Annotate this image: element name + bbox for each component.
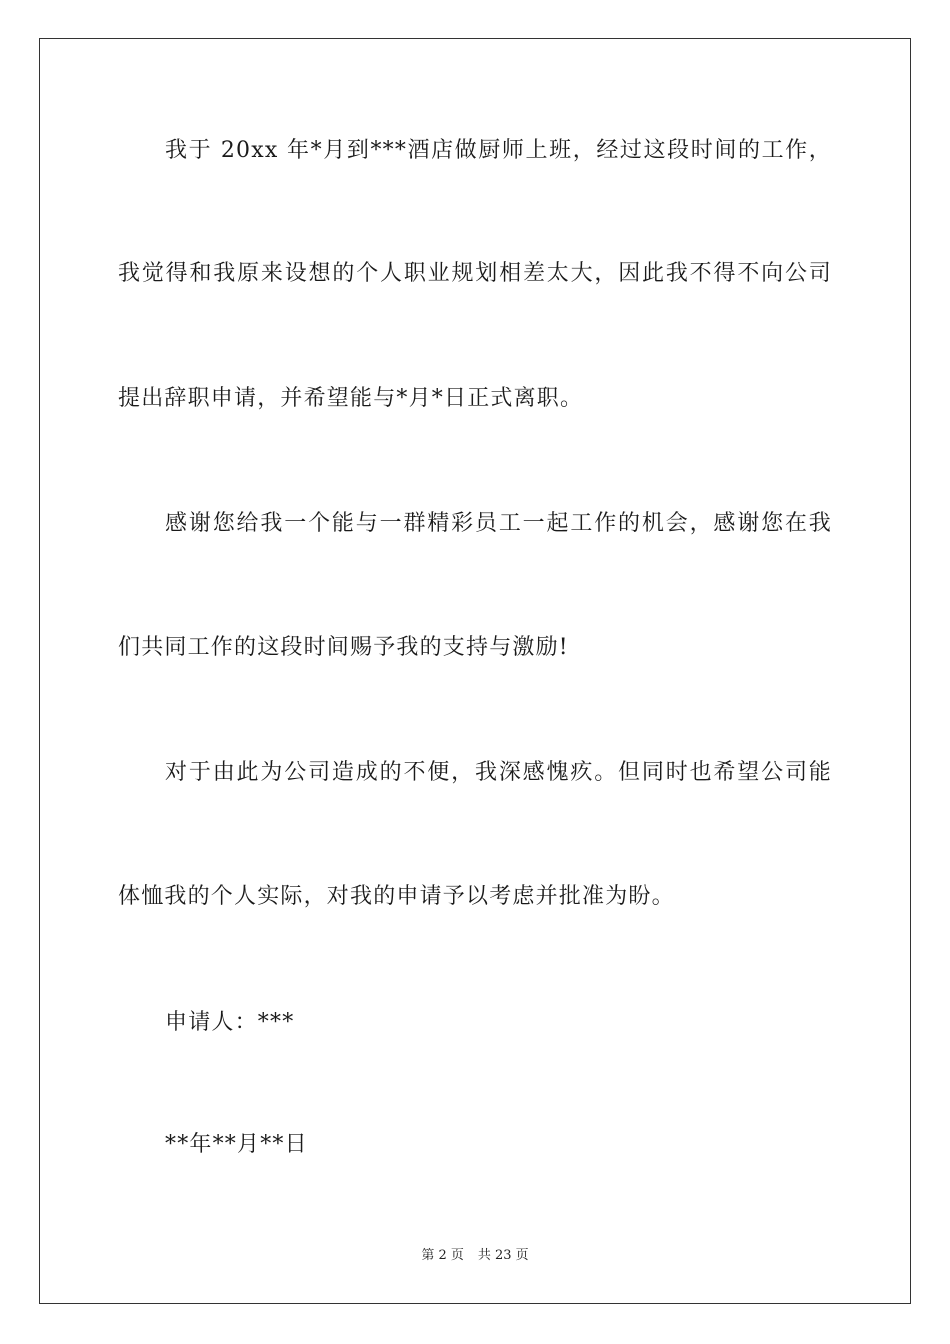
paragraph-3-line-1: 对于由此为公司造成的不便，我深感愧疚。但同时也希望公司能	[165, 760, 832, 785]
paragraph-1-line-3: 提出辞职申请，并希望能与*月*日正式离职。	[118, 386, 584, 411]
page-footer	[0, 1247, 950, 1265]
paragraph-1-line-2: 我觉得和我原来设想的个人职业规划相差太大，因此我不得不向公司	[118, 261, 832, 286]
paragraph-1-line-1: 我于 20xx 年*月到***酒店做厨师上班，经过这段时间的工作，	[165, 138, 832, 163]
paragraph-2-line-1: 感谢您给我一个能与一群精彩员工一起工作的机会，感谢您在我	[165, 511, 832, 536]
page-frame	[39, 38, 911, 1304]
page-number: 第 2 页	[421, 1248, 464, 1263]
paragraph-2-line-2: 们共同工作的这段时间赐予我的支持与激励!	[118, 635, 569, 660]
page-total: 共 23 页	[477, 1248, 529, 1263]
signature-date: **年**月**日	[165, 1132, 308, 1157]
applicant-signature: 申请人：***	[165, 1010, 295, 1035]
paragraph-3-line-2: 体恤我的个人实际，对我的申请予以考虑并批准为盼。	[118, 884, 675, 909]
